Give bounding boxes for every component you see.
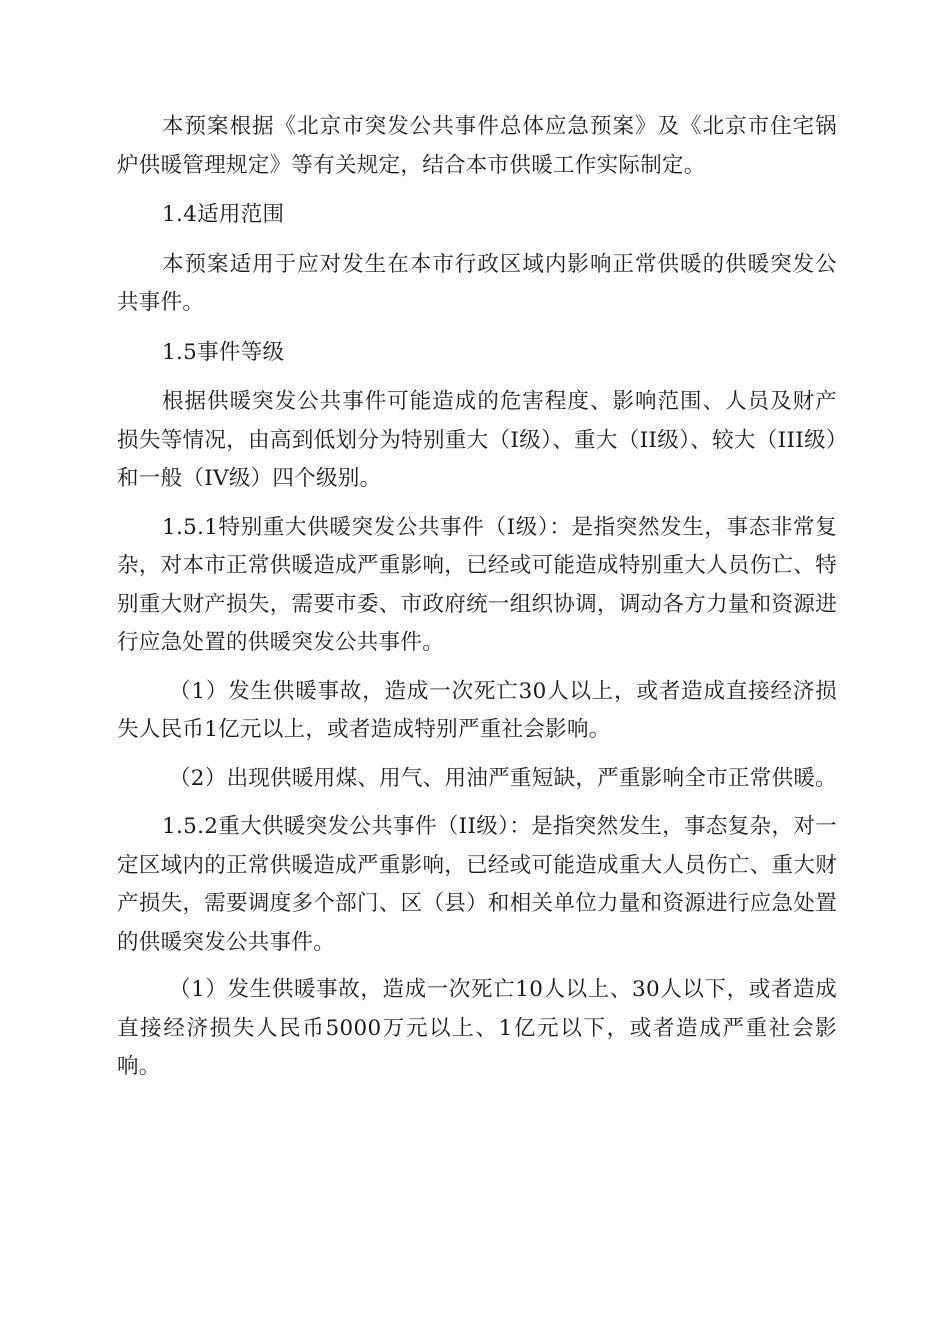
paragraph-level-ii: 1.5.2重大供暖突发公共事件（II级）：是指突然发生，事态复杂，对一定区域内的正常供暖造成严重影响，已经或可能造成重大人员伤亡、重大财产损失，需要调度多个部门、区（县）和相关单位力量和资源进行应急处置的供暖突发公共事件。 (117, 814, 837, 955)
heading-scope: 1.4适用范围 (162, 202, 285, 227)
list-item-level-ii-1: （1）发生供暖事故，造成一次死亡10人以上、30人以下，或者造成直接经济损失人民币5000万元以上、1亿元以下，或者造成严重社会影响。 (117, 977, 837, 1079)
list-item-level-i-1: （1）发生供暖事故，造成一次死亡30人以上，或者造成直接经济损失人民币1亿元以上，或者造成特别严重社会影响。 (117, 678, 837, 742)
paragraph-level-i: 1.5.1特别重大供暖突发公共事件（I级）：是指突然发生，事态非常复杂，对本市正常供暖造成严重影响，已经或可能造成特别重大人员伤亡、特别重大财产损失，需要市委、市政府统一组织协调，调动各方力量和资源进行应急处置的供暖突发公共事件。 (117, 514, 837, 655)
paragraph-event-levels: 根据供暖突发公共事件可能造成的危害程度、影响范围、人员及财产损失等情况，由高到低划分为特别重大（I级）、重大（II级）、较大（III级）和一般（IV级）四个级别。 (117, 389, 837, 491)
heading-event-levels: 1.5事件等级 (162, 339, 285, 365)
list-item-level-i-2: （2）出现供暖用煤、用气、用油严重短缺，严重影响全市正常供暖。 (169, 765, 837, 791)
document-body (117, 108, 837, 1087)
paragraph-scope: 本预案适用于应对发生在本市行政区域内影响正常供暖的供暖突发公共事件。 (117, 251, 837, 315)
paragraph-basis: 本预案根据《北京市突发公共事件总体应急预案》及《北京市住宅锅炉供暖管理规定》等有关规定，结合本市供暖工作实际制定。 (117, 114, 837, 178)
